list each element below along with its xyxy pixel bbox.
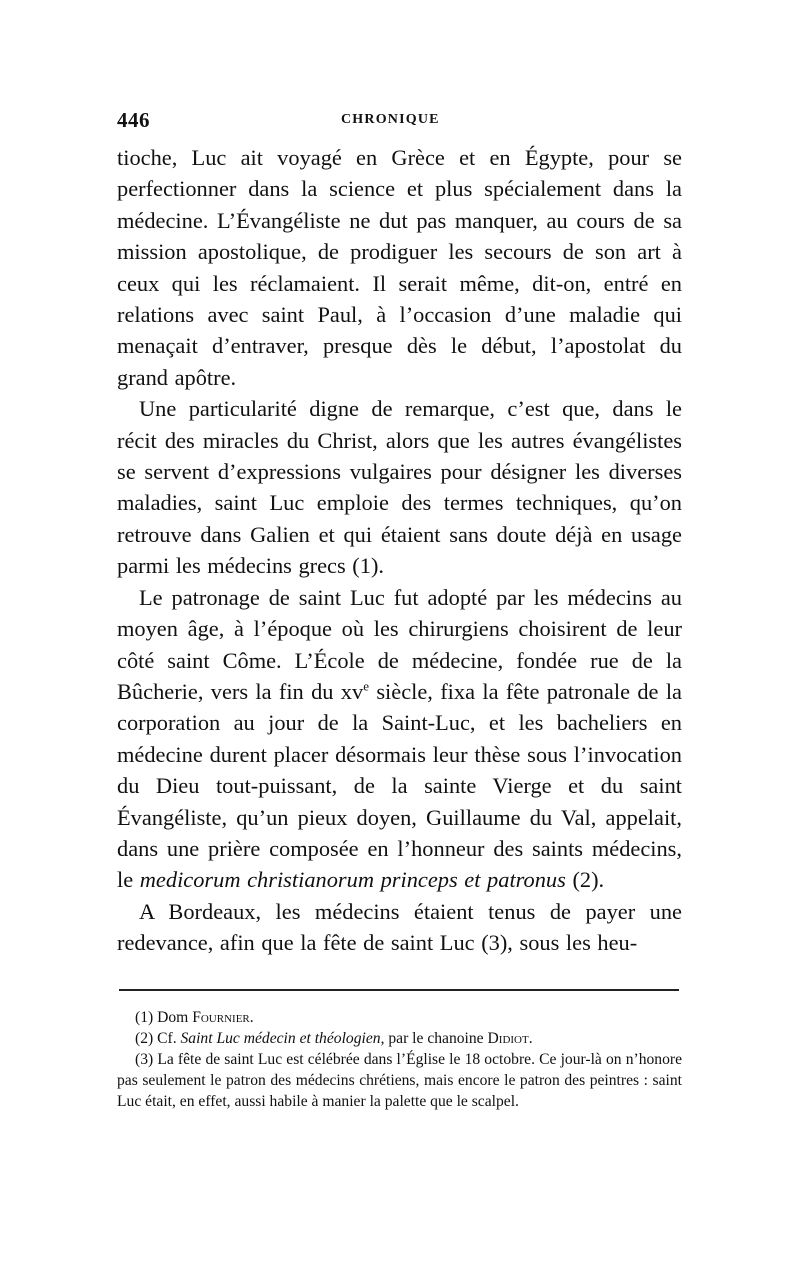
footnote-1-prefix: Dom — [157, 1008, 193, 1026]
footnote-1 — [117, 1007, 682, 1028]
footnote-separator — [119, 989, 679, 991]
page-header — [117, 108, 682, 142]
paragraph-3-text-continued: siècle, fixa la fête patronale de la corporation au jour de la Saint-Luc, et les bacheliers en médecine durent placer désormais leur thèse sous l’invocation du Dieu tout-puissant, de la sainte Vierge et du saint Évangéliste, qu’un pieux doyen, Guillaume du Val, appelait, dans une prière composée en l’honneur des saints médecins, le — [117, 678, 682, 893]
paragraph-4: A Bordeaux, les médecins étaient tenus de payer une redevance, afin que la fête de saint Luc (3), sous les heu- — [117, 898, 682, 956]
footnote-marker: (1) — [135, 1008, 154, 1026]
footnote-marker: (3) — [135, 1050, 154, 1068]
latin-phrase: medicorum christianorum princeps et patronus — [139, 867, 566, 893]
footnotes — [117, 1007, 682, 1113]
footnote-2-author: Didiot — [487, 1029, 529, 1047]
paragraph-3-text: Le patronage de saint Luc fut adopté par les médecins au moyen âge, à l’époque où les chirurgiens choisirent de leur côté saint Côme. L’École de médecine, fondée rue de la Bûcherie, vers la fin du xv — [117, 584, 682, 704]
body-text — [117, 142, 682, 959]
footnote-3 — [117, 1049, 682, 1113]
running-head: CHRONIQUE — [341, 112, 440, 127]
footnote-2-middle: , par le chanoine — [380, 1029, 488, 1047]
footnote-1-suffix: . — [249, 1008, 254, 1026]
paragraph-1: tioche, Luc ait voyagé en Grèce et en Égypte, pour se perfectionner dans la science et plus spécialement dans la médecine. L’Évangéliste ne dut pas manquer, au cours de sa mission apostolique, de prodiguer les secours de son art à ceux qui les réclamaient. Il serait même, dit-on, entré en relations avec saint Paul, à l’occasion d’une maladie qui menaçait d’entraver, presque dès le début, l’apostolat du grand apôtre. — [117, 145, 682, 390]
footnote-2 — [117, 1028, 682, 1049]
footnote-2-title: Saint Luc médecin et théologien — [180, 1029, 381, 1047]
book-page — [117, 108, 682, 1113]
paragraph-3-end: (2). — [565, 867, 605, 893]
footnote-2-suffix: . — [528, 1029, 533, 1047]
century-superscript: e — [363, 678, 369, 694]
paragraph-3 — [117, 582, 682, 896]
page-number: 446 — [117, 108, 150, 132]
footnote-marker: (2) — [135, 1029, 154, 1047]
footnote-2-prefix: Cf. — [157, 1029, 181, 1047]
paragraph-2: Une particularité digne de remarque, c’est que, dans le récit des miracles du Christ, alors que les autres évangélistes se servent d’expressions vulgaires pour désigner les diverses maladies, saint Luc emploie des termes techniques, qu’on retrouve dans Galien et qui étaient sans doute déjà en usage parmi les médecins grecs (1). — [117, 396, 682, 579]
footnote-1-author: Fournier — [192, 1008, 250, 1026]
footnote-3-text: La fête de saint Luc est célébrée dans l’Église le 18 octobre. Ce jour-là on n’honore pas seulement le patron des médecins chrétiens, mais encore le patron des peintres : saint Luc était, en effet, aussi habile à manier la palette que le scalpel. — [117, 1050, 682, 1111]
